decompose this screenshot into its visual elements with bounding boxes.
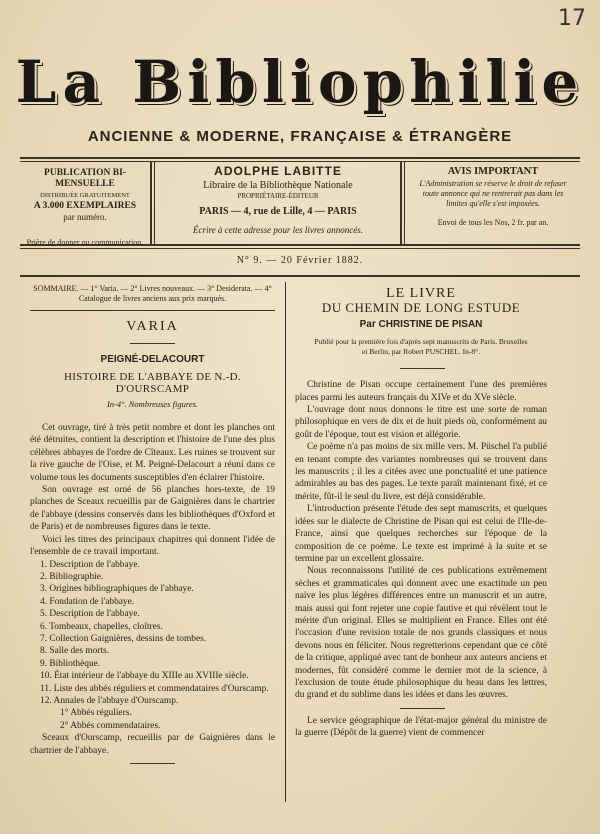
masthead-subtitle: ANCIENNE & MODERNE, FRANÇAISE & ÉTRANGÈRE — [87, 128, 513, 145]
paragraph: L'ouvrage dont nous donnons le titre est une sorte de roman philosophique en vers de dix et de huit pieds où, conformément au goût de l'époque, tout est vision et allégorie. — [295, 405, 547, 440]
rule-article-end — [400, 708, 445, 709]
article-publication: Publié pour la première fois d'après sept manuscrits de Paris, Bruxelles et Berlin, par Robert PUSCHEL. In-8°. — [314, 337, 528, 356]
info-center — [158, 166, 398, 236]
rule-end — [130, 763, 175, 764]
list-item: 3. Origines bibliographiques de l'abbaye. — [40, 584, 194, 595]
list-item: 2° Abbés commendataires. — [60, 720, 161, 731]
rule-divider-right — [400, 161, 402, 244]
section-title: VARIA — [126, 319, 179, 334]
paragraph: L'introduction présente l'étude des sept manuscrits, et quelques idées sur le dialecte de Christine de Pisan qui est celui de l'Ile-de-France, ainsi que quelques recherches sur l'époque de la composition de ce poème. Le texte est imprimé à la suite et se termine par un excellent glossaire. — [295, 504, 547, 564]
print-run: A 3.000 EXEMPLAIRES — [33, 201, 137, 211]
subscription-note: Envoi de tous les Nos, 2 fr. par an. — [437, 218, 549, 227]
address-note: Écrire à cette adresse pour les livres annoncés. — [193, 225, 363, 235]
paragraph: Son ouvrage est orné de 56 planches hors-texte, de 19 planches de Sceaux recueillis par de Gaignières dans le chartrier de l'abbaye (dessins conservés dans les bibliothèques d'Oxford et de Paris) et de nombreuses figures dans le texte. — [30, 485, 275, 533]
page-number-mark: 17 — [558, 6, 586, 31]
paragraph: Nous reconnaissons l'utilité de ces publications extrêmement sèches et grammaticales qui donnent avec une exactitude un peu naïve les plus légères différences entre un manuscrit et un autre, mais aussi qui font rejeter une copie fautive et qui révèlent tout le mérite d'un original. Elles se multiplient en France. Elles ont été l'occasion d'une revision totale de nos grands classiques et nous devons nous en féliciter. Nous regretterions cependant que ce côté de la critique, appliqué avec tant de bonheur aux auteurs anciens et modernes, fût considéré comme le dernier mot de la science, à l'exclusion de toute étude philosophique du beau dans les lettres, du grand et du sublime dans les idées et dans les œuvres. — [295, 566, 547, 701]
notice-title: AVIS IMPORTANT — [447, 166, 539, 177]
print-run-unit: par numéro. — [63, 212, 107, 222]
list-item: 1. Description de l'abbaye. — [40, 559, 140, 570]
book-format: In-4°. Nombreuses figures. — [106, 398, 199, 409]
publisher-address: PARIS — 4, rue de Lille, 4 — PARIS — [199, 206, 357, 217]
list-item: 5. Description de l'abbaye. — [40, 609, 140, 620]
rule-divider-right-2 — [404, 161, 405, 244]
paragraph: Sceaux d'Ourscamp, recueillis par de Gaignières dans le chartrier de l'abbaye. — [30, 733, 275, 756]
rule-section — [130, 343, 175, 344]
info-right — [408, 166, 578, 228]
rule-issue-bottom — [20, 275, 580, 277]
rule-article — [400, 368, 445, 369]
rule-column-divider — [285, 282, 286, 802]
list-item: 10. État intérieur de l'abbaye du XIIIe au XVIIIe siècle. — [40, 671, 249, 682]
info-left — [22, 168, 148, 248]
publication-frequency: PUBLICATION BI-MENSUELLE — [44, 168, 126, 189]
list-item: 11. Liste des abbés réguliers et commendataires d'Ourscamp. — [40, 683, 269, 694]
list-item: 2. Bibliographie. — [40, 571, 104, 582]
paragraph: Le service géographique de l'état-major général du ministre de la guerre (Dépôt de la guerre) vient de commencer — [295, 715, 547, 739]
article-title-line1: LE LIVRE — [386, 286, 456, 301]
notice-text: L'Administration se réserve le droit de refuser toute annonce qui ne rentrerait pas dans les limites qu'elle s'est imposées. — [419, 179, 567, 208]
list-item: 9. Bibliothèque. — [40, 658, 101, 669]
list-item: 6. Tombeaux, chapelles, cloîtres. — [40, 621, 163, 632]
paragraph: Ce poème n'a pas moins de six mille vers. M. Püschel l'a publié en tenant compte des variantes nombreuses qui se trouvent dans les manuscrits ; il les a citées avec une ponctualité et une patience admirables au bas des pages. Le texte paraît maintenant fixé, et ce mérite, fût-il le seul du livre, est déjà considérable. — [295, 442, 547, 502]
paragraph: Voici les titres des principaux chapitres qui donnent l'idée de l'ensemble de ce travail important. — [30, 534, 275, 558]
masthead-title: La Bibliophilie — [15, 48, 585, 116]
communication-note: Prière de donner ou communication. — [26, 238, 144, 247]
list-item: 8. Salle des morts. — [40, 646, 110, 657]
left-column — [30, 284, 275, 764]
rule-divider-left-2 — [154, 161, 155, 244]
publisher-role: PROPRIÉTAIRE-ÉDITEUR — [237, 192, 319, 200]
rule-sommaire — [30, 310, 275, 311]
book-author: PEIGNÉ-DELACOURT — [100, 354, 205, 366]
article-author: Par CHRISTINE DE PISAN — [359, 318, 483, 330]
list-item: 12. Annales de l'abbaye d'Ourscamp. — [40, 695, 179, 706]
issue-line: N° 9. — 20 Février 1882. — [236, 255, 364, 266]
right-column — [295, 288, 547, 740]
rule-top — [20, 157, 580, 159]
publisher-name: ADOLPHE LABITTE — [214, 164, 342, 178]
rule-top-thin — [20, 161, 580, 162]
distribution-note: DISTRIBUÉE GRATUITEMENT — [40, 192, 130, 199]
rule-divider-left — [150, 161, 152, 244]
paragraph: Cet ouvrage, tiré à très petit nombre et dont les planches ont été détruites, contient la description et l'histoire de l'une des plus célèbres abbayes de l'ordre de Cîteaux. Les ruines se trouvent sur la rive gauche de l'Oise, et M. Peigné-Delacourt a réuni dans ce volume tous les documents susceptibles d'en éclairer l'histoire. — [30, 423, 275, 483]
list-item: 4. Fondation de l'abbaye. — [40, 596, 135, 607]
paragraph: Christine de Pisan occupe certainement l'une des premières places parmi les auteurs français du XIVe et du XVe siècle. — [295, 380, 547, 403]
sommaire: SOMMAIRE. — 1° Varia. — 2° Livres nouveaux. — 3° Desiderata. — 4° Catalogue de livres anciens aux prix marqués. — [33, 284, 272, 303]
list-item: 1° Abbés réguliers. — [60, 708, 132, 719]
list-item: 7. Collection Gaignières, dessins de tombes. — [40, 633, 207, 644]
book-title: HISTOIRE DE L'ABBAYE DE N.-D. D'OURSCAMP — [64, 370, 241, 396]
chapter-list — [30, 559, 275, 733]
article-title-line2: DU CHEMIN DE LONG ESTUDE — [321, 300, 521, 316]
rule-header-bottom-thin — [20, 248, 580, 249]
publisher-title: Libraire de la Bibliothèque Nationale — [203, 180, 353, 191]
